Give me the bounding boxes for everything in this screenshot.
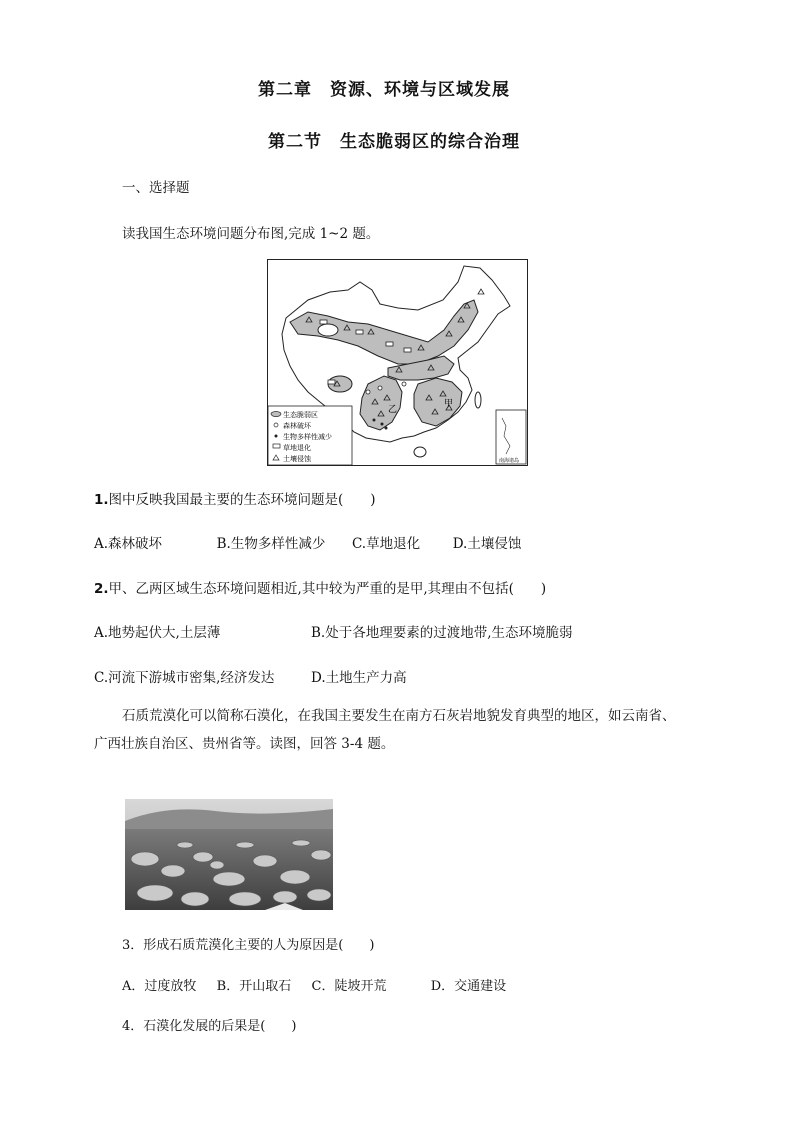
q2-option-d[interactable]: D.土地生产力高 [311,670,407,686]
question-1-number: 1. [94,492,109,508]
part-heading: 一、选择题 [122,180,190,196]
china-map [268,260,527,465]
q3-option-b[interactable]: B．开山取石 [216,979,292,994]
fragile-area-yi [414,378,462,426]
chapter-title: 第二章 资源、环境与区域发展 [258,80,510,100]
legend-biodiversity: 生物多样性减少 [283,433,332,441]
passage-line-1: 石质荒漠化可以简称石漠化，在我国主要发生在南方石灰岩地貌发育典型的地区，如云南省、 [122,708,676,724]
question-2-text: 甲、乙两区域生态环境问题相近,其中较为严重的是甲,其理由不包括( ) [108,581,547,597]
legend-forest: 森林破坏 [283,422,311,430]
question-1-text: 图中反映我国最主要的生态环境问题是( ) [108,492,376,508]
section-title: 第二节 生态脆弱区的综合治理 [268,132,520,152]
q2-option-c[interactable]: C.河流下游城市密集,经济发达 [94,670,275,686]
region-jia-label: 甲 [444,399,454,409]
q2-option-a[interactable]: A.地势起伏大,土层薄 [94,625,221,641]
q2-option-b[interactable]: B.处于各地理要素的过渡地带,生态环境脆弱 [311,625,573,641]
hainan-island [414,447,426,457]
q1-option-b[interactable]: B.生物多样性减少 [216,536,326,552]
legend-grassland: 草地退化 [283,444,311,452]
map-intro: 读我国生态环境问题分布图,完成 1~2 题。 [122,226,380,242]
eco-problem-map [267,259,528,466]
question-2-number: 2. [94,581,109,597]
south-sea-inset [496,410,526,464]
question-3-stem: 3．形成石质荒漠化主要的人为原因是( ) [122,938,375,953]
question-4-stem: 4．石漠化发展的后果是( ) [122,1019,297,1034]
question-2-stem [94,577,546,597]
lake [318,324,338,336]
question-1-options [94,532,521,552]
rocky-desertification-photo [125,799,333,910]
passage-line-2: 广西壮族自治区、贵州省等。读图，回答 3-4 题。 [94,736,395,752]
q1-option-a[interactable]: A.森林破坏 [94,536,163,552]
q3-option-c[interactable]: C．陡坡开荒 [311,979,387,994]
question-3-options [122,975,506,994]
q3-option-d[interactable]: D．交通建设 [430,979,507,994]
q3-option-a[interactable]: A．过度放牧 [122,979,197,994]
question-1-stem [94,488,376,508]
inset-label: 南海诸岛 [499,458,520,464]
q1-option-d[interactable]: D.土壤侵蚀 [452,536,522,552]
q1-option-c[interactable]: C.草地退化 [351,536,421,552]
legend-soil: 土壤侵蚀 [283,455,311,463]
taiwan-island [475,392,481,408]
region-yi-label: 乙 [388,405,398,415]
legend-fragile: 生态脆弱区 [283,411,318,419]
